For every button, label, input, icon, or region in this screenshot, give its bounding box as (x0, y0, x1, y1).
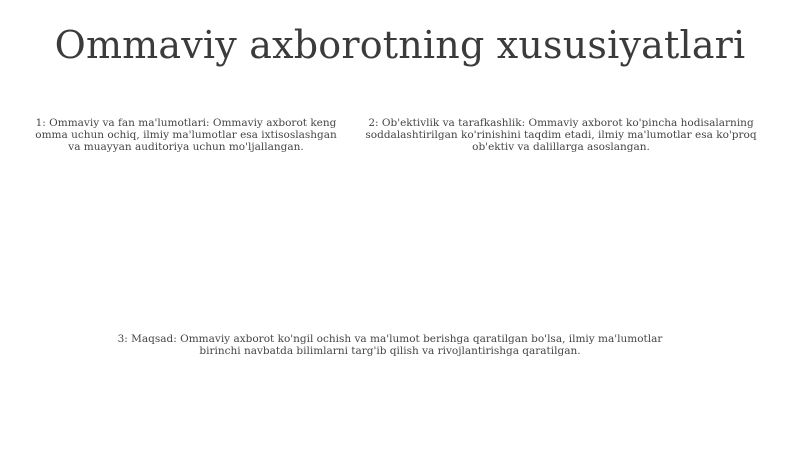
paragraph-mass-vs-science: 1: Ommaviy va fan ma'lumotlari: Ommaviy axborot keng omma uchun ochiq, ilmiy ma'lumotlar esa ixtisoslashgan va muayyan auditoriya uchun mo'ljallangan. (35, 117, 337, 153)
paragraph-objectivity: 2: Ob'ektivlik va tarafkashlik: Ommaviy axborot ko'pincha hodisalarning soddalashtirilgan ko'rinishini taqdim etadi, ilmiy ma'lumotlar esa ko'proq ob'ektiv va dalillarga asoslangan. (365, 117, 757, 153)
paragraph-purpose: 3: Maqsad: Ommaviy axborot ko'ngil ochish va ma'lumot berishga qaratilgan bo'lsa, ilmiy ma'lumotlar birinchi navbatda bilimlarni targ'ib qilish va rivojlantirishga qaratilgan. (117, 333, 663, 357)
slide-title: Ommaviy axborotning xususiyatlari (54, 23, 746, 67)
